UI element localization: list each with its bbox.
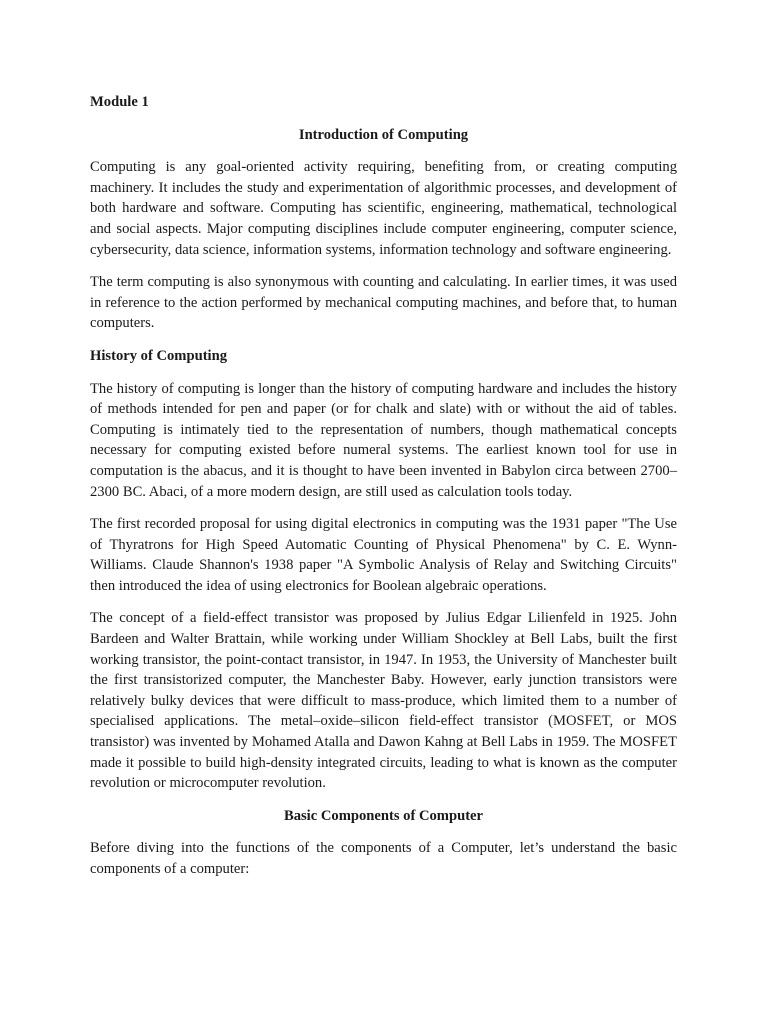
document-page — [90, 92, 677, 892]
history-paragraph-3: The concept of a field-effect transistor was proposed by Julius Edgar Lilienfeld in 1925. John Bardeen and Walter Brattain, while working under William Shockley at Bell Labs, built the first working transistor, the point-contact transistor, in 1947. In 1953, the University of Manchester built the first transistorized computer, the Manchester Baby. However, early junction transistors were relatively bulky devices that were difficult to mass-produce, which limited them to a number of specialised applications. The metal–oxide–silicon field-effect transistor (MOSFET, or MOS transistor) was invented by Mohamed Atalla and Dawon Kahng at Bell Labs in 1959. The MOSFET made it possible to build high-density integrated circuits, leading to what is known as the computer revolution or microcomputer revolution. — [90, 610, 677, 792]
components-paragraph: Before diving into the functions of the components of a Computer, let’s understand the basic components of a computer: — [90, 840, 677, 877]
page-title: Introduction of Computing — [298, 126, 469, 143]
history-paragraph-2: The first recorded proposal for using digital electronics in computing was the 1931 paper "The Use of Thyratrons for High Speed Automatic Counting of Physical Phenomena" by C. E. Wynn-Williams. Claude Shannon's 1938 paper "A Symbolic Analysis of Relay and Switching Circuits" then introduced the idea of using electronics for Boolean algebraic operations. — [90, 516, 677, 594]
components-heading: Basic Components of Computer — [283, 807, 484, 824]
history-paragraph-1: The history of computing is longer than the history of computing hardware and includes the history of methods intended for pen and paper (or for chalk and slate) with or without the aid of tables. Computing is intimately tied to the representation of numbers, though mathematical concepts necessary for computing existed before numeral systems. The earliest known tool for use in computation is the abacus, and it is thought to have been invented in Babylon circa between 2700–2300 BC. Abaci, of a more modern design, are still used as calculation tools today. — [90, 380, 677, 500]
intro-paragraph-1: Computing is any goal-oriented activity requiring, benefiting from, or creating computing machinery. It includes the study and experimentation of algorithmic processes, and development of both hardware and software. Computing has scientific, engineering, mathematical, technological and social aspects. Major computing disciplines include computer engineering, computer science, cybersecurity, data science, information systems, information technology and software engineering. — [90, 159, 677, 258]
intro-paragraph-2: The term computing is also synonymous with counting and calculating. In earlier times, it was used in reference to the action performed by mechanical computing machines, and before that, to human computers. — [90, 274, 677, 332]
history-heading: History of Computing — [90, 347, 228, 364]
module-label: Module 1 — [90, 94, 149, 110]
